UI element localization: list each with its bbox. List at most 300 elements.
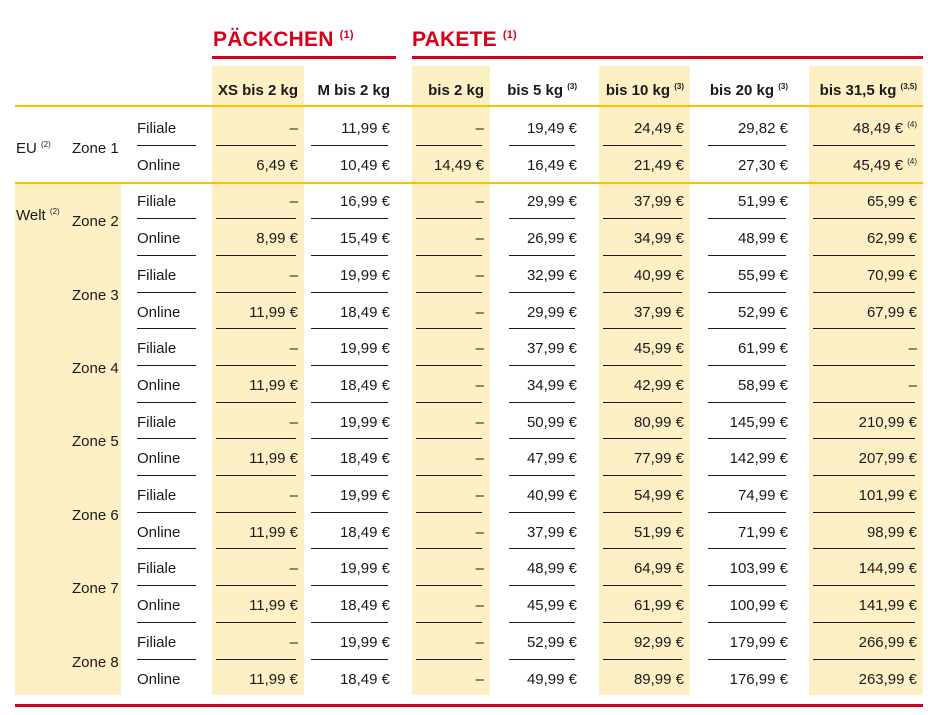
price-value: 21,49 € — [633, 156, 684, 174]
price-value: 18,49 € — [339, 376, 390, 394]
channel-label: Filiale — [137, 560, 177, 578]
price-cell — [412, 634, 484, 652]
price-value: 14,49 € — [433, 156, 484, 174]
row-divider — [813, 438, 915, 439]
price-value: 45,99 € — [633, 340, 684, 358]
row-divider — [509, 365, 575, 366]
price-cell — [307, 597, 390, 615]
price-value: 54,99 € — [633, 487, 684, 504]
price-cell — [704, 157, 788, 175]
price-cell — [505, 487, 577, 505]
price-value: – — [475, 670, 484, 688]
price-value: 48,99 € — [737, 230, 788, 248]
row-divider — [813, 328, 915, 329]
row-divider — [509, 585, 575, 586]
price-value: 52,99 € — [737, 303, 788, 321]
price-cell — [704, 377, 788, 395]
row-divider — [216, 328, 296, 329]
row-divider — [416, 402, 482, 403]
price-cell — [704, 230, 788, 248]
price-value: – — [289, 560, 298, 578]
price-value: – — [475, 303, 484, 321]
column-header — [809, 82, 917, 100]
row-divider — [813, 659, 915, 660]
price-value: 263,99 € — [858, 670, 917, 688]
column-header-label: bis 31,5 kg — [819, 82, 897, 99]
row-divider — [813, 585, 915, 586]
row-divider — [813, 548, 915, 549]
price-value: 11,99 € — [341, 120, 390, 137]
price-value: – — [475, 633, 484, 651]
price-cell — [212, 157, 298, 175]
price-value: 64,99 € — [633, 560, 684, 578]
row-divider — [813, 402, 915, 403]
row-divider — [311, 218, 388, 219]
price-cell — [505, 304, 577, 322]
price-cell — [307, 414, 390, 432]
region-divider — [15, 182, 923, 184]
price-cell — [412, 230, 484, 248]
price-value: 48,99 € — [526, 560, 577, 578]
price-cell — [704, 634, 788, 652]
row-divider — [416, 475, 482, 476]
price-cell — [505, 340, 577, 358]
price-cell — [505, 597, 577, 615]
price-cell — [704, 193, 788, 211]
row-divider — [509, 438, 575, 439]
column-header — [505, 82, 577, 100]
row-divider — [137, 255, 196, 256]
price-value: – — [475, 487, 484, 504]
price-cell — [307, 193, 390, 211]
price-cell — [307, 487, 390, 505]
price-cell — [307, 230, 390, 248]
row-divider — [708, 145, 786, 146]
row-divider — [509, 475, 575, 476]
price-value: 71,99 € — [737, 523, 788, 541]
row-divider — [216, 218, 296, 219]
price-value: 34,99 € — [633, 230, 684, 248]
price-cell — [212, 450, 298, 468]
row-divider — [708, 475, 786, 476]
zone-label: Zone 8 — [72, 653, 119, 671]
row-divider — [603, 328, 682, 329]
row-divider — [416, 292, 482, 293]
price-value: 52,99 € — [526, 633, 577, 651]
bottom-rule — [15, 704, 923, 707]
column-header-label: bis 10 kg — [605, 82, 671, 99]
price-value: – — [289, 340, 298, 358]
price-value: 55,99 € — [737, 266, 788, 284]
row-divider — [311, 145, 388, 146]
footnote-ref: (3) — [567, 82, 577, 91]
footnote-ref: (4) — [907, 156, 917, 166]
row-divider — [311, 512, 388, 513]
row-divider — [509, 328, 575, 329]
price-cell — [505, 157, 577, 175]
row-divider — [708, 512, 786, 513]
price-value: – — [289, 266, 298, 284]
zone-label: Zone 6 — [72, 506, 119, 524]
channel-label: Filiale — [137, 120, 177, 137]
price-value: 145,99 € — [729, 413, 788, 431]
section-title-paeckchen — [213, 28, 354, 52]
price-value: 92,99 € — [633, 633, 684, 651]
price-value: 32,99 € — [526, 266, 577, 284]
price-value: 11,99 € — [249, 303, 298, 321]
row-divider — [311, 365, 388, 366]
price-cell — [704, 414, 788, 432]
price-value: 98,99 € — [866, 523, 917, 541]
price-value: 42,99 € — [633, 376, 684, 394]
price-value: – — [475, 450, 484, 468]
price-cell — [599, 487, 684, 505]
price-cell — [307, 634, 390, 652]
price-cell — [704, 304, 788, 322]
price-cell — [599, 340, 684, 358]
price-cell — [412, 524, 484, 542]
price-value: – — [289, 120, 298, 137]
price-cell — [307, 377, 390, 395]
price-cell — [505, 120, 577, 138]
row-divider — [137, 438, 196, 439]
price-value: – — [289, 487, 298, 504]
price-cell — [412, 671, 484, 689]
price-cell — [505, 230, 577, 248]
price-value: 49,99 € — [526, 670, 577, 688]
price-value: 80,99 € — [633, 413, 684, 431]
price-cell — [412, 450, 484, 468]
price-value: – — [475, 193, 484, 211]
price-cell — [505, 414, 577, 432]
price-cell — [212, 377, 298, 395]
price-value: – — [908, 376, 917, 394]
price-cell — [505, 377, 577, 395]
price-cell — [809, 671, 917, 689]
price-cell — [505, 560, 577, 578]
row-divider — [216, 659, 296, 660]
header-divider — [15, 105, 923, 107]
row-divider — [311, 328, 388, 329]
price-cell — [809, 230, 917, 248]
row-divider — [708, 328, 786, 329]
column-header-label: XS bis 2 kg — [217, 82, 298, 99]
price-cell — [212, 267, 298, 285]
channel-label: Filiale — [137, 193, 177, 211]
channel-label: Filiale — [137, 487, 177, 504]
price-cell — [809, 524, 917, 542]
row-divider — [416, 548, 482, 549]
price-value: 89,99 € — [633, 670, 684, 688]
price-cell — [809, 634, 917, 652]
price-value: 50,99 € — [526, 413, 577, 431]
row-divider — [603, 365, 682, 366]
row-divider — [813, 255, 915, 256]
price-cell — [599, 193, 684, 211]
price-value: 207,99 € — [858, 450, 917, 468]
price-cell — [809, 560, 917, 578]
price-cell — [505, 193, 577, 211]
row-divider — [813, 218, 915, 219]
row-divider — [509, 292, 575, 293]
row-divider — [603, 255, 682, 256]
price-cell — [505, 524, 577, 542]
row-divider — [416, 328, 482, 329]
row-divider — [813, 475, 915, 476]
row-divider — [708, 622, 786, 623]
price-value: – — [475, 523, 484, 541]
row-divider — [137, 402, 196, 403]
row-divider — [708, 255, 786, 256]
column-header — [212, 82, 298, 100]
channel-label: Online — [137, 230, 181, 248]
row-divider — [509, 548, 575, 549]
price-cell — [599, 414, 684, 432]
price-cell — [809, 304, 917, 322]
zone-label: Zone 5 — [72, 433, 119, 451]
row-divider — [708, 585, 786, 586]
price-value: 8,99 € — [256, 230, 298, 248]
price-value: 18,49 € — [339, 523, 390, 541]
price-value: 11,99 € — [249, 597, 298, 615]
price-cell — [599, 524, 684, 542]
row-divider — [603, 145, 682, 146]
row-divider — [137, 585, 196, 586]
price-cell — [412, 304, 484, 322]
price-value: 24,49 € — [633, 120, 684, 137]
row-divider — [416, 585, 482, 586]
price-cell — [704, 267, 788, 285]
footnote-ref: (3) — [674, 82, 684, 91]
price-value: 18,49 € — [339, 450, 390, 468]
price-value: – — [289, 413, 298, 431]
section-underline — [412, 56, 923, 59]
row-divider — [813, 365, 915, 366]
price-value: 144,99 € — [858, 560, 917, 578]
price-cell — [412, 597, 484, 615]
row-divider — [603, 218, 682, 219]
channel-label: Filiale — [137, 413, 177, 431]
price-value: 10,49 € — [339, 156, 390, 174]
column-header — [704, 82, 788, 100]
column-header-label: M bis 2 kg — [317, 82, 390, 99]
price-value: 48,49 € — [853, 120, 904, 137]
column-header-label: bis 2 kg — [428, 82, 484, 99]
row-divider — [137, 512, 196, 513]
price-cell — [307, 524, 390, 542]
row-divider — [416, 659, 482, 660]
row-divider — [216, 292, 296, 293]
price-value: – — [475, 413, 484, 431]
price-cell — [704, 340, 788, 358]
price-value: – — [475, 230, 484, 248]
row-divider — [416, 622, 482, 623]
price-cell — [809, 450, 917, 468]
price-cell — [704, 671, 788, 689]
price-cell — [599, 671, 684, 689]
price-cell — [212, 671, 298, 689]
price-cell — [307, 671, 390, 689]
row-divider — [137, 218, 196, 219]
row-divider — [416, 438, 482, 439]
column-header — [412, 82, 484, 100]
price-value: 47,99 € — [526, 450, 577, 468]
price-cell — [809, 487, 917, 505]
row-divider — [813, 145, 915, 146]
column-header — [599, 82, 684, 100]
row-divider — [311, 622, 388, 623]
row-divider — [708, 438, 786, 439]
price-cell — [809, 267, 917, 285]
price-value: 65,99 € — [866, 193, 917, 211]
row-divider — [603, 622, 682, 623]
row-divider — [708, 548, 786, 549]
row-divider — [708, 402, 786, 403]
row-divider — [416, 145, 482, 146]
row-divider — [311, 475, 388, 476]
price-value: 19,99 € — [339, 560, 390, 578]
row-divider — [603, 292, 682, 293]
price-cell — [212, 230, 298, 248]
zone-label: Zone 3 — [72, 286, 119, 304]
row-divider — [137, 659, 196, 660]
price-cell — [599, 377, 684, 395]
price-cell — [599, 450, 684, 468]
region-label: Welt — [16, 207, 46, 225]
row-divider — [311, 292, 388, 293]
price-cell — [809, 377, 917, 395]
price-value: 27,30 € — [737, 156, 788, 174]
row-divider — [216, 145, 296, 146]
price-cell — [505, 450, 577, 468]
price-value: 103,99 € — [729, 560, 788, 578]
section-title-pakete — [412, 28, 517, 52]
price-value: 18,49 € — [339, 303, 390, 321]
price-cell — [307, 450, 390, 468]
price-value: 18,49 € — [339, 597, 390, 615]
row-divider — [216, 585, 296, 586]
channel-label: Filiale — [137, 266, 177, 284]
price-value: – — [908, 340, 917, 358]
price-value: 29,99 € — [526, 303, 577, 321]
price-value: – — [475, 340, 484, 358]
column-header — [307, 82, 390, 100]
row-divider — [509, 145, 575, 146]
row-divider — [216, 622, 296, 623]
price-cell — [412, 377, 484, 395]
row-divider — [603, 438, 682, 439]
price-value: 34,99 € — [526, 376, 577, 394]
row-divider — [311, 255, 388, 256]
price-value: 29,99 € — [526, 193, 577, 211]
section-underline — [212, 56, 396, 59]
row-divider — [708, 292, 786, 293]
price-value: 40,99 € — [633, 266, 684, 284]
price-value: 16,99 € — [339, 193, 390, 211]
channel-label: Filiale — [137, 633, 177, 651]
price-cell — [307, 120, 390, 138]
price-cell — [412, 414, 484, 432]
price-value: – — [475, 597, 484, 615]
price-cell — [212, 560, 298, 578]
footnote-ref: (2) — [41, 139, 51, 149]
price-cell — [307, 340, 390, 358]
row-divider — [509, 218, 575, 219]
price-value: 266,99 € — [858, 633, 917, 651]
price-cell — [505, 267, 577, 285]
zone-label: Zone 4 — [72, 359, 119, 377]
channel-label: Online — [137, 450, 181, 468]
zone-label: Zone 7 — [72, 580, 119, 598]
channel-label: Online — [137, 523, 181, 541]
row-divider — [311, 438, 388, 439]
price-cell — [599, 597, 684, 615]
row-divider — [416, 218, 482, 219]
price-cell — [809, 597, 917, 615]
price-value: 6,49 € — [256, 156, 298, 174]
row-divider — [416, 255, 482, 256]
price-value: 77,99 € — [633, 450, 684, 468]
price-cell — [704, 450, 788, 468]
price-cell — [704, 120, 788, 138]
price-value: 101,99 € — [858, 487, 917, 504]
price-cell — [412, 120, 484, 138]
row-divider — [509, 659, 575, 660]
row-divider — [708, 365, 786, 366]
price-value: 210,99 € — [858, 413, 917, 431]
price-cell — [212, 634, 298, 652]
price-cell — [505, 634, 577, 652]
footnote-ref: (4) — [907, 120, 917, 129]
price-cell — [599, 120, 684, 138]
price-value: 19,99 € — [339, 633, 390, 651]
price-cell — [412, 157, 484, 175]
price-value: 45,49 € — [853, 156, 904, 174]
row-divider — [603, 475, 682, 476]
price-value: 45,99 € — [526, 597, 577, 615]
price-cell — [599, 304, 684, 322]
price-cell — [704, 597, 788, 615]
price-cell — [212, 340, 298, 358]
price-cell — [212, 414, 298, 432]
row-divider — [137, 328, 196, 329]
price-cell — [412, 340, 484, 358]
price-cell — [212, 193, 298, 211]
zone-label: Zone 1 — [72, 139, 119, 157]
price-value: 19,99 € — [339, 340, 390, 358]
price-cell — [412, 487, 484, 505]
row-divider — [603, 512, 682, 513]
price-value: – — [475, 376, 484, 394]
price-value: 142,99 € — [729, 450, 788, 468]
price-value: 16,49 € — [526, 156, 577, 174]
row-divider — [603, 548, 682, 549]
price-value: 70,99 € — [866, 266, 917, 284]
column-header-label: bis 5 kg — [507, 82, 564, 99]
section-label: PÄCKCHEN — [213, 28, 334, 51]
price-cell — [599, 157, 684, 175]
row-divider — [137, 622, 196, 623]
price-value: 179,99 € — [729, 633, 788, 651]
price-cell — [412, 267, 484, 285]
row-divider — [708, 659, 786, 660]
row-divider — [311, 402, 388, 403]
price-value: 67,99 € — [866, 303, 917, 321]
price-value: 11,99 € — [249, 670, 298, 688]
price-cell — [704, 560, 788, 578]
footnote-ref: (1) — [339, 29, 354, 41]
price-cell — [307, 267, 390, 285]
